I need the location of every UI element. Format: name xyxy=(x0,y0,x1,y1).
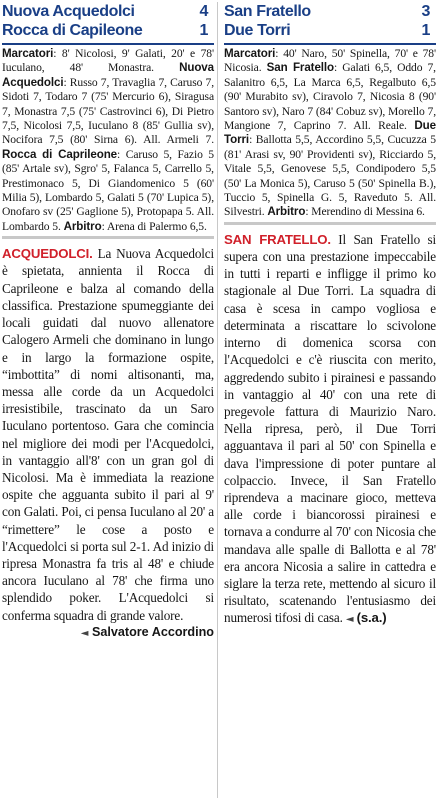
lineup-team-label: San Fratello xyxy=(266,61,335,75)
author-name: Salvatore Accordino xyxy=(91,624,214,639)
article-city: ACQUEDOLCI. xyxy=(2,246,93,262)
author-initials: (s.a.) xyxy=(356,610,387,626)
right-column xyxy=(224,2,436,629)
team-goals: 1 xyxy=(199,22,208,39)
scorers-text: : 8' Nicolosi, 9' Galati, 20' e 78' Iuculano, 48' Monastra. xyxy=(2,47,214,75)
team-name: Due Torri xyxy=(224,22,291,39)
lineup-team-label: Rocca di Caprileone xyxy=(2,147,118,161)
score-row-home xyxy=(2,2,214,21)
box-divider xyxy=(224,222,436,225)
scorers-label: Marcatori xyxy=(224,47,276,60)
article-text: La Nuova Acquedolci è spietata, annienta il Rocca di Caprileone e balza al comando della classifica. Prestazione spumeggiante dei locali guidati dal nuovo allenatore Calogero Armeli che dominano in lungo e in largo la formazione ospite, “imbottita” di nomi altisonanti, ma, messa alle corde da un Acquedolci irresistibile, trascinato da un Saro Iuculano portentoso. Gara che comincia nel migliore dei modi per l'Acquedolci, in vantaggio all'8' con un gran gol di Nicolosi. Ma è immediata la reazione ospite che agguanta subito il pari al 9' con Galati. Poi, ci pensa Iuculano al 20' a “rimettere” le cose a posto e l'Acquedolci si porta sul 2-1. Ad inizio di ripresa Monastra fa tris al 48' e chiude ancora Iuculano al 78' che firma uno splendido poker. L'Acquedolci si conferma squadra di grande valore. xyxy=(2,246,214,623)
lineup-text: : Caruso 5, Fazio 5 (85' Artale sv), Sgro' 5, Falanca 5, Carrello 5, Prestimonaco 5, Di Giandomenico 5 (60' Milia 5), Lombardo 5, Galati 5 (70' Lupica 5), Onofaro sv (25' Gaglione 5), Protopapa 5. All. Lombardo 5. xyxy=(2,147,215,233)
article-body xyxy=(2,245,214,623)
box-divider xyxy=(2,236,214,239)
team-name: Nuova Acquedolci xyxy=(2,3,135,20)
team-name: San Fratello xyxy=(224,3,311,20)
team-goals: 3 xyxy=(421,3,430,20)
lineup-text: : Ballotta 5,5, Accordino 5,5, Cucuzza 5 (81' Arasi sv, 90' Providenti sv), Ricciardo 5, Vitale 5,5, Genovese 5,5, Condipodero 5,5 (50' La Monica 5), Caruso 5 (50' Spinella B.), Tuccio 5, Spinella G. 5, Raveduto 5. All. Silvestri. xyxy=(224,133,436,219)
team-name: Rocca di Capileone xyxy=(2,22,143,39)
match-box xyxy=(224,47,436,220)
team-goals: 1 xyxy=(421,22,430,39)
column-divider xyxy=(217,2,218,798)
scorers-text: : 40' Naro, 50' Spinella, 70' e 78' Nicosia. xyxy=(224,47,436,75)
article-body xyxy=(224,231,436,629)
article-text: Il San Fratello si supera con una prestazione impeccabile in tutti i reparti e infligge il primo ko stagionale al Due Torri. La squadra di casa è scesa in campo vogliosa e determinata a riscattare lo scivolone interno di domenica scorsa con l'Acquedolci e c'è riuscita con merito, aggredendo subito i pirainesi e passando in vantaggio al 40' con una rete di pregevole fattura di Maurizio Naro. Nella ripresa, però, il Due Torri agguantava il pari al 50' con Spinella e dava l'impressione di poter puntare al colpaccio. Invece, il San Fratello riprendeva a macinare gioco, metteva alle corde i biancorossi pirainesi e tornava a condurre al 70' con Nicosia che mandava alle spalle di Ballotta e al 78' era ancora Nicosia a salire in cattedra e siglare la terza rete, mettendo al sicuro il risultato, scatenando l'entusiasmo dei numerosi tifosi di casa. xyxy=(224,231,436,626)
referee-label: Arbitro xyxy=(267,205,306,219)
lineup-team-label: Due Torri xyxy=(224,119,436,147)
referee-text: : Arena di Palermo 6,5. xyxy=(101,219,207,233)
scorers-label: Marcatori xyxy=(2,47,54,60)
referee-text: : Merendino di Messina 6. xyxy=(305,205,425,219)
lineup-text: : Russo 7, Travaglia 7, Caruso 7, Sidoti 7, Todaro 7 (75' Mercurio 6), Siragusa 7, Monastra 7,5 (75' Castrovinci 6), Di Pietro 7,5, Nicolosi 7,5, Iuculano 8 (85' Gullia sv), Nocifora 7,5 (80' Sirna 6). All. Armeli 7. xyxy=(2,75,214,147)
lineup-team-label: Nuova Acquedolci xyxy=(2,61,214,89)
signature-marker: ◄ xyxy=(345,614,354,626)
referee-label: Arbitro xyxy=(63,219,102,233)
team-goals: 4 xyxy=(199,3,208,20)
score-row-away xyxy=(2,21,214,40)
score-divider xyxy=(224,43,436,45)
left-column xyxy=(2,2,214,639)
lineup-text: : Galati 6,5, Oddo 7, Salanitro 6,5, La Marca 6,5, Regalbuto 6,5 (90' Murabito sv), Ciravolo 7, Nicosia 8 (90' Santoro sv), Naro 7 (84' Cobuz sv), Morello 7, Mangione 7, Caprino 7. All. Reale. xyxy=(224,61,436,133)
signature-marker: ◄ xyxy=(80,627,89,639)
score-divider xyxy=(2,43,214,45)
match-box xyxy=(2,47,214,234)
article-signature xyxy=(2,625,214,639)
score-row-home xyxy=(224,2,436,21)
article-city: SAN FRATELLO. xyxy=(224,231,331,247)
score-row-away xyxy=(224,21,436,40)
